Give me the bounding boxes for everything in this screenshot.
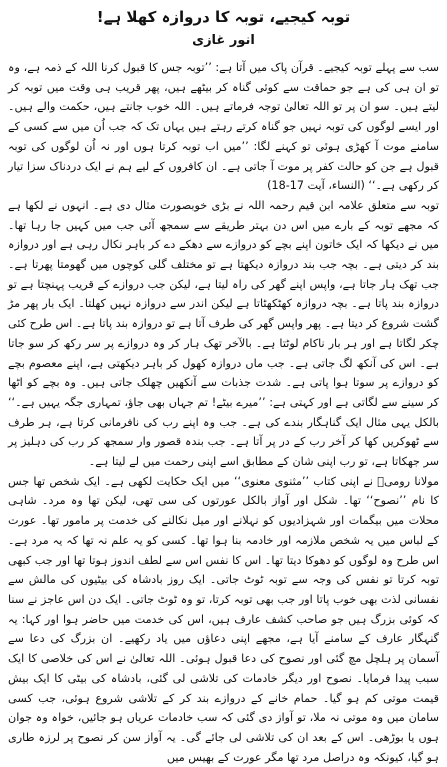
paragraph-quran-verse: سب سے پہلے توبہ کیجیے۔ قرآن پاک میں آتا ہے: ’’توبہ جس کا قبول کرنا اللہ کے ذمہ ہے، وہ تو ان ہی کی ہے جو حماقت سے کوئی گناہ کر بیٹھے ہیں، پھر قریب ہی وقت میں توبہ کر لیتے ہیں۔ سو ان پر تو اللہ تعالیٰ توجہ فرماتے ہیں۔ اللہ خوب جانتے ہیں، حکمت والے ہیں۔ اور ایسے لوگوں کی توبہ نہیں جو گناہ کرتے رہتے ہیں یہاں تک کہ جب اُن میں سے کسی کے سامنے موت آ کھڑی ہوئی تو کہنے لگا: ’’میں اب توبہ کرتا ہوں اور نہ اُن لوگوں کی توبہ قبول ہے جن کو حالت کفر پر موت آ جاتی ہے۔ ان کافروں کے لیے ہم نے ایک دردناک سزا تیار کر رکھی ہے۔‘‘ (النساء، آیت 17-18) <box>8 61 439 193</box>
article-author: انور غازی <box>192 33 255 48</box>
article-body <box>8 58 439 767</box>
article-title: توبہ کیجیے، توبہ کا دروازہ کھلا ہے! <box>96 8 351 26</box>
paragraph-rumi-story: مولانا رومیؒ نے اپنی کتاب ’’مثنوی معنوی‘‘ میں ایک حکایت لکھی ہے۔ ایک شخص تھا جس کا نام ’’نصوح‘‘ تھا۔ شکل اور آواز بالکل عورتوں کی سی تھی، لیکن تھا وہ مرد۔ شاہی محلات میں بیگمات اور شہزادیوں کو نہلانے اور میل نکالنے کی خدمت پر مامور تھا۔ عورت کے لباس میں یہ شخص ملازمہ اور خادمہ بنا ہوا تھا۔ کسی کو یہ علم نہ تھا کہ یہ مرد ہے۔ اس طرح وہ لوگوں کو دھوکا دیتا تھا۔ اس کا نفس اس سے لطف اندوز ہوتا تھا اور جب کبھی توبہ کرتا تو نفس کی وجہ سے توبہ ٹوٹ جاتی۔ ایک روز بادشاہ کی بیٹیوں کی مالش سے نفسانی لذت بھی خوب پاتا اور جب بھی توبہ کرتا، تو وہ ٹوٹ جاتی۔ ایک دن اس عاجز نے سنا کہ کوئی بزرگ ہیں جو صاحب کشف عارف ہیں، اس کی خدمت میں حاضر ہوا اور کہا: یہ گنہگار عارف کے سامنے آیا ہے، مجھے اپنی دعاؤں میں یاد رکھیے۔ ان بزرگ کی دعا سے آسمان پر ہلچل مچ گئی اور نصوح کی دعا قبول ہوئی۔ اللہ تعالیٰ نے اس کی خلاصی کا ایک سبب پیدا فرمایا۔ نصوح اور دیگر خادمات کی تلاشی لی گئی، بادشاہ کی بیٹی کا ایک بیش قیمت موتی کم ہو گیا۔ حمام خانے کے دروازے بند کر کے تلاشی شروع ہوئی، جب کسی سامان میں وہ موتی نہ ملا، تو آواز دی گئی کہ سب خادمات عریاں ہو جائیں، خواہ وہ جوان ہوں یا بوڑھی۔ اس کے بعد ان کی تلاشی لی جائے گی۔ یہ آواز سن کر نصوح پر لرزہ طاری ہو گیا، کیونکہ وہ دراصل مرد تھا مگر عورت کے بھیس میں <box>8 474 439 764</box>
paragraph-ibn-qayyim-parable: توبہ سے متعلق علامہ ابن قیم رحمہ اللہ نے بڑی خوبصورت مثال دی ہے۔ انہوں نے لکھا ہے کہ مجھے توبہ کے بارے میں اس دن بہتر طریقے سے سمجھ آئی جب میں کہیں جا رہا تھا۔ میں نے دیکھا کہ ایک خاتون اپنے بچے کو دروازے سے دھکے دے کر باہر نکال رہی ہے اور دروازہ بند کر دیتی ہے۔ بچہ جب بند دروازہ دیکھتا ہے تو مختلف گلی کوچوں میں گھومتا پھرتا ہے۔ جب تھک ہار جاتا ہے، واپس اپنے گھر کی راہ لیتا ہے، لیکن جب دروازے کے قریب پہنچتا ہے تو دروازہ بند پاتا ہے۔ بچہ دروازہ کھٹکھٹاتا ہے لیکن اندر سے دروازہ نہیں کھلتا۔ ایک بار پھر مڑ گشت شروع کر دیتا ہے۔ پھر واپس گھر کی طرف آتا ہے تو دروازہ بند پاتا ہے۔ اس طرح کئی چکر لگاتا ہے اور ہر بار ناکام لوٹتا ہے۔ بالآخر تھک ہار کر وہ دروازے پر سر رکھ کر سو جاتا ہے۔ اس کی آنکھ لگ جاتی ہے۔ جب ماں دروازہ کھول کر باہر دیکھتی ہے، اپنے معصوم بچے کو دروازے پر سوتا ہوا پاتی ہے۔ شدت جذبات سے آنکھیں چھلک جاتی ہیں۔ وہ بچے کو اٹھا کر سینے سے لگاتی ہے اور کہتی ہے: ’’میرے بیٹے! تم جہاں بھی جاؤ، تمہاری جگہ یہیں ہے۔‘‘ بالکل یہی مثال ایک گناہگار بندے کی ہے۔ جب وہ اپنے رب کی نافرمانی کرتا ہے، ہر طرف سے ٹھوکریں کھا کر آخر رب کے در پر آتا ہے۔ جب بندہ قصور وار سمجھ کر رب کی دہلیز پر سر جھکاتا ہے، تو رب اپنی شان کے مطابق اسے اپنی رحمت میں لے لیتا ہے۔ <box>8 198 439 469</box>
